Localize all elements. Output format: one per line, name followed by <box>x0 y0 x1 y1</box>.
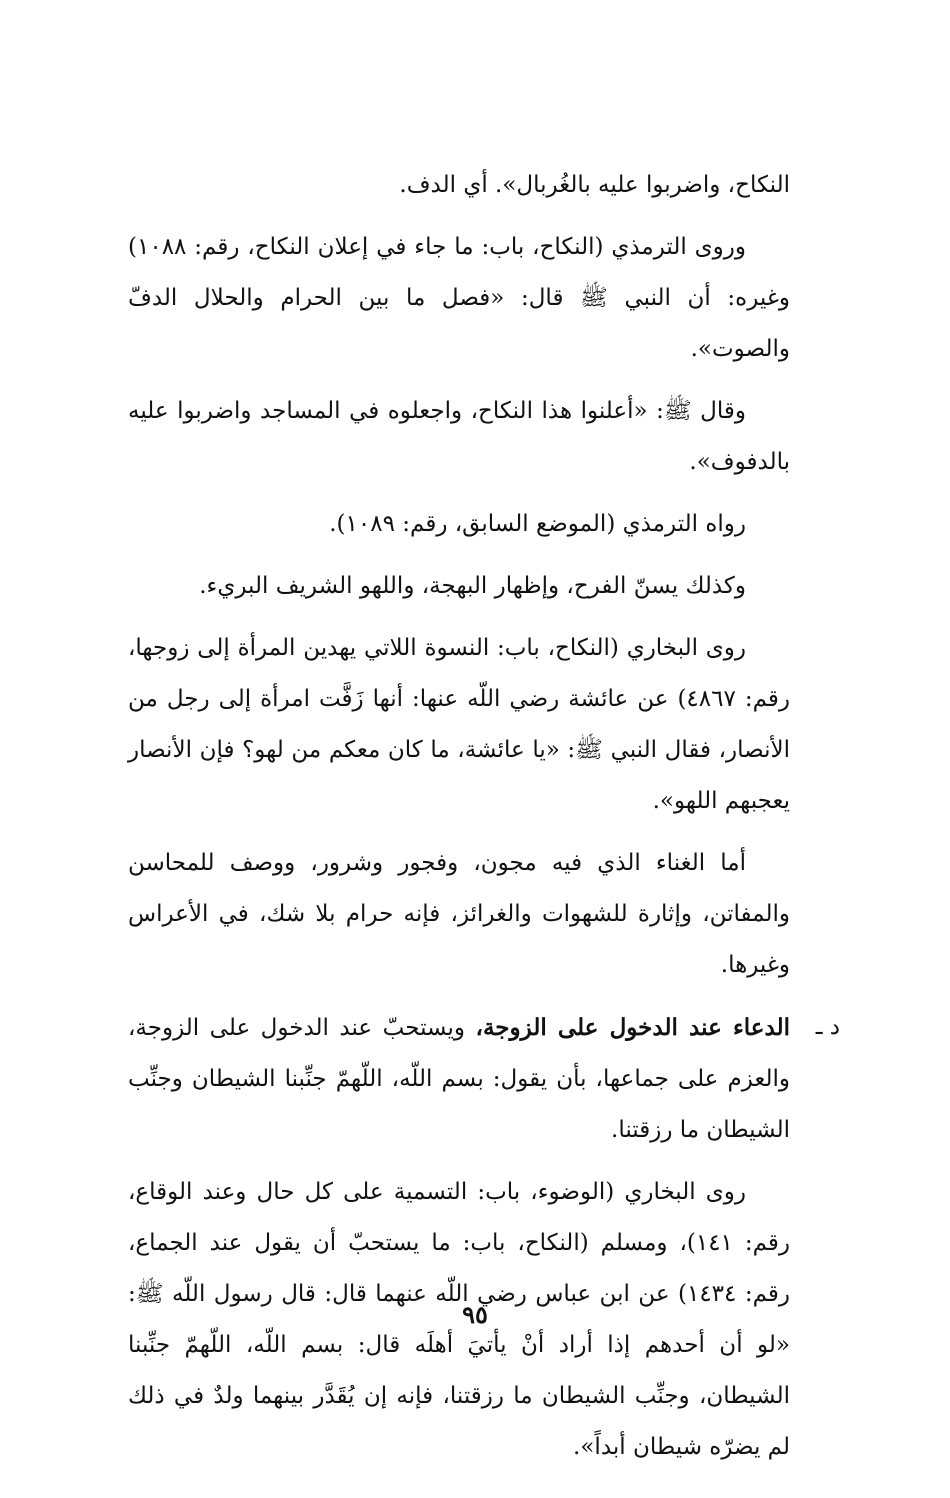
list-item-heading: الدعاء عند الدخول على الزوجة، <box>475 1014 790 1041</box>
paragraph-2: وروى الترمذي (النكاح، باب: ما جاء في إعلان النكاح، رقم: ١٠٨٨) وغيره: أن النبي ﷺ قال: «فصل ما بين الحرام والحلال الدفّ والصوت». <box>128 234 790 362</box>
paragraph-4: رواه الترمذي (الموضع السابق، رقم: ١٠٨٩). <box>329 511 746 537</box>
paragraph-6: روى البخاري (النكاح، باب: النسوة اللاتي يهدين المرأة إلى زوجها، رقم: ٤٨٦٧) عن عائشة رضي اللّه عنها: أنها زَفَّت امرأة إلى رجل من الأنصار، فقال النبي ﷺ: «يا عائشة، ما كان معكم من لهو؟ فإن الأنصار يعجبهم اللهو». <box>128 635 790 814</box>
list-item-d <box>128 1002 840 1156</box>
list-item-text: ويستحبّ عند الدخول على الزوجة، والعزم على جماعها، بأن يقول: بسم اللّه، اللّهمّ جنِّبنا الشيطان وجنِّب الشيطان ما رزقتنا. <box>128 1015 790 1143</box>
paragraph-3: وقال ﷺ: «أعلنوا هذا النكاح، واجعلوه في المساجد واضربوا عليه بالدفوف». <box>128 398 790 475</box>
body-text <box>128 160 840 1484</box>
list-marker: د ـ <box>815 1014 840 1040</box>
paragraph-7: أما الغناء الذي فيه مجون، وفجور وشرور، ووصف للمحاسن والمفاتن، وإثارة للشهوات والغرائز، فإنه حرام بلا شك، في الأعراس وغيرها. <box>128 850 790 978</box>
paragraph-8: روى البخاري (الوضوء، باب: التسمية على كل حال وعند الوقاع، رقم: ١٤١)، ومسلم (النكاح، باب: ما يستحبّ أن يقول عند الجماع، رقم: ١٤٣٤) عن ابن عباس رضي اللّه عنهما قال: قال رسول اللّه ﷺ: «لو أن أحدهم إذا أراد أنْ يأتيَ أهلَه قال: بسم اللّه، اللّهمّ جنِّبنا الشيطان، وجنِّب الشيطان ما رزقتنا، فإنه إن يُقَدَّر بينهما ولدٌ في ذلك لم يضرّه شيطان أبداً». <box>128 1179 791 1460</box>
paragraph-5: وكذلك يسنّ الفرح، وإظهار البهجة، واللهو الشريف البريء. <box>199 573 746 599</box>
paragraph-1: النكاح، واضربوا عليه بالغُربال». أي الدف. <box>399 172 790 198</box>
page-number: ٩٥ <box>462 1300 488 1329</box>
